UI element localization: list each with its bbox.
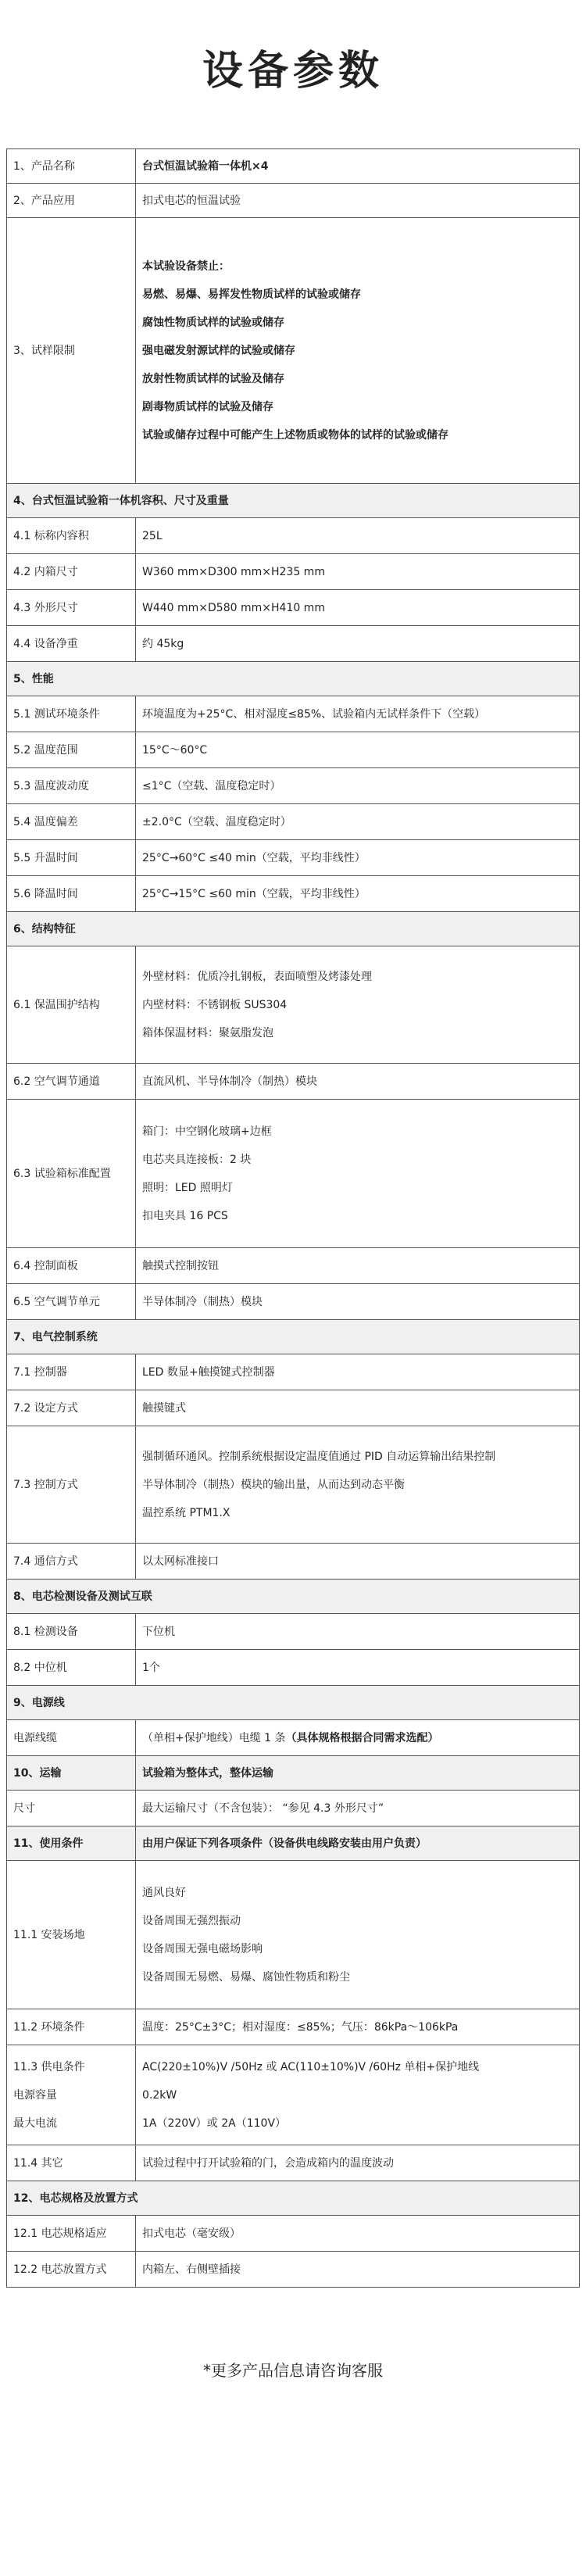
row-value bbox=[136, 946, 580, 1064]
section-row bbox=[7, 1686, 580, 1720]
section-row bbox=[7, 662, 580, 696]
table-row bbox=[7, 1390, 580, 1426]
footer-note: *更多产品信息请咨询客服 bbox=[203, 2361, 383, 2380]
table-row bbox=[7, 768, 580, 804]
row-value bbox=[136, 1791, 580, 1826]
row-value-text: 由用户保证下列各项条件（设备供电线路安装由用户负责） bbox=[142, 1837, 427, 1850]
row-label: 6.1 保温围护结构 bbox=[7, 946, 136, 1064]
row-value-line: 内壁材料：不锈钢板 SUS304 bbox=[142, 998, 288, 1011]
row-label-line: 最大电流 bbox=[13, 2116, 57, 2130]
row-value-text: 环境温度为+25°C、相对湿度≤85%、试验箱内无试样条件下（空载） bbox=[142, 707, 486, 721]
row-label: 9、电源线 bbox=[7, 1686, 580, 1720]
row-value bbox=[136, 1284, 580, 1320]
row-label: 6.4 控制面板 bbox=[7, 1248, 136, 1284]
row-value bbox=[136, 149, 580, 184]
row-value-text: 扣式电芯的恒温试验 bbox=[142, 194, 241, 207]
row-value-text: 最大运输尺寸（不含包装）： “参见 4.3 外形尺寸” bbox=[142, 1801, 384, 1815]
section-row bbox=[7, 1580, 580, 1614]
row-value bbox=[136, 1544, 580, 1580]
table-row bbox=[7, 876, 580, 912]
row-label: 5.1 测试环境条件 bbox=[7, 696, 136, 732]
row-value-line: 电芯夹具连接板：2 块 bbox=[142, 1153, 252, 1166]
row-value-text: 15°C～60°C bbox=[142, 743, 208, 757]
row-value-text: 台式恒温试验箱一体机×4 bbox=[142, 159, 269, 173]
row-value-line: 易燃、易爆、易挥发性物质试样的试验或储存 bbox=[142, 288, 361, 301]
row-value-text: 1个 bbox=[142, 1661, 160, 1674]
row-label: 4.4 设备净重 bbox=[7, 626, 136, 662]
row-value-text: 25°C→60°C ≤40 min（空载，平均非线性） bbox=[142, 851, 366, 864]
row-label: 8.2 中位机 bbox=[7, 1650, 136, 1686]
table-row bbox=[7, 804, 580, 840]
table-row bbox=[7, 1354, 580, 1390]
row-label-line: 电源容量 bbox=[13, 2088, 57, 2102]
table-row bbox=[7, 1720, 580, 1756]
row-label: 4.1 标称内容积 bbox=[7, 518, 136, 554]
row-value-text: ≤1°C（空载、温度稳定时） bbox=[142, 779, 281, 792]
table-row bbox=[7, 149, 580, 184]
table-row bbox=[7, 946, 580, 1064]
row-label: 5.5 升温时间 bbox=[7, 840, 136, 876]
row-label: 3、试样限制 bbox=[7, 218, 136, 484]
row-value-line: 外壁材料：优质冷扎钢板，表面喷塑及烤漆处理 bbox=[142, 970, 372, 983]
row-label: 8.1 检测设备 bbox=[7, 1614, 136, 1650]
table-row bbox=[7, 1284, 580, 1320]
row-value-text: W440 mm×D580 mm×H410 mm bbox=[142, 601, 325, 614]
table-row bbox=[7, 1791, 580, 1826]
row-label: 5.3 温度波动度 bbox=[7, 768, 136, 804]
row-value bbox=[136, 804, 580, 840]
row-value-line: 照明：LED 照明灯 bbox=[142, 1181, 233, 1194]
row-label: 5.2 温度范围 bbox=[7, 732, 136, 768]
row-value bbox=[136, 768, 580, 804]
row-value-text: 25°C→15°C ≤60 min（空载，平均非线性） bbox=[142, 887, 366, 900]
section-row bbox=[7, 2181, 580, 2216]
row-value-line: 设备周围无易燃、易爆、腐蚀性物质和粉尘 bbox=[142, 1970, 350, 1984]
spec-table bbox=[6, 148, 580, 2288]
row-label: 4.3 外形尺寸 bbox=[7, 590, 136, 626]
row-value-line: 1A（220V）或 2A（110V） bbox=[142, 2116, 287, 2130]
table-row bbox=[7, 590, 580, 626]
table-row bbox=[7, 696, 580, 732]
row-label: 7.4 通信方式 bbox=[7, 1544, 136, 1580]
table-row bbox=[7, 840, 580, 876]
row-value-text: 约 45kg bbox=[142, 637, 184, 650]
table-row bbox=[7, 1426, 580, 1544]
row-label: 4、台式恒温试验箱一体机容积、尺寸及重量 bbox=[7, 484, 580, 518]
row-value-text: W360 mm×D300 mm×H235 mm bbox=[142, 565, 325, 578]
row-value bbox=[136, 1354, 580, 1390]
row-label: 4.2 内箱尺寸 bbox=[7, 554, 136, 590]
row-value-note: （具体规格根据合同需求选配） bbox=[285, 1731, 439, 1744]
row-value-text: 触摸式控制按钮 bbox=[142, 1259, 219, 1272]
row-label: 电源线缆 bbox=[7, 1720, 136, 1756]
row-value bbox=[136, 626, 580, 662]
table-row bbox=[7, 184, 580, 218]
row-value bbox=[136, 1650, 580, 1686]
row-value-text: LED 数显+触摸键式控制器 bbox=[142, 1365, 275, 1379]
row-value bbox=[136, 184, 580, 218]
row-value-line: 腐蚀性物质试样的试验或储存 bbox=[142, 316, 284, 329]
section-row bbox=[7, 484, 580, 518]
row-label: 7.2 设定方式 bbox=[7, 1390, 136, 1426]
row-label: 12.1 电芯规格适应 bbox=[7, 2216, 136, 2252]
row-value bbox=[136, 218, 580, 484]
row-label: 7、电气控制系统 bbox=[7, 1320, 580, 1354]
table-row bbox=[7, 218, 580, 484]
row-label: 5.6 降温时间 bbox=[7, 876, 136, 912]
row-value-line: 试验或储存过程中可能产生上述物质或物体的试样的试验或储存 bbox=[142, 428, 448, 442]
row-value bbox=[136, 518, 580, 554]
row-value bbox=[136, 732, 580, 768]
row-value bbox=[136, 2216, 580, 2252]
row-label: 12、电芯规格及放置方式 bbox=[7, 2181, 580, 2216]
row-value bbox=[136, 1614, 580, 1650]
table-row bbox=[7, 518, 580, 554]
table-row bbox=[7, 1650, 580, 1686]
row-value-line: AC(220±10%)V /50Hz 或 AC(110±10%)V /60Hz 单相+保护地线 bbox=[142, 2060, 480, 2073]
table-row bbox=[7, 554, 580, 590]
row-value-line: 设备周围无强电磁场影响 bbox=[142, 1942, 263, 1955]
row-value-text: 下位机 bbox=[142, 1625, 175, 1638]
row-label: 10、运输 bbox=[7, 1756, 136, 1791]
row-value-text: 以太网标准接口 bbox=[142, 1555, 219, 1568]
row-value-line: 温控系统 PTM1.X bbox=[142, 1506, 230, 1519]
table-row bbox=[7, 2009, 580, 2045]
row-label: 2、产品应用 bbox=[7, 184, 136, 218]
row-label: 1、产品名称 bbox=[7, 149, 136, 184]
row-value-text: 25L bbox=[142, 529, 163, 542]
row-value bbox=[136, 1390, 580, 1426]
row-label: 7.1 控制器 bbox=[7, 1354, 136, 1390]
row-value-line: 强制循环通风。控制系统根据设定温度值通过 PID 自动运算输出结果控制 bbox=[142, 1450, 496, 1463]
table-row bbox=[7, 626, 580, 662]
row-value bbox=[136, 2252, 580, 2288]
row-value bbox=[136, 2145, 580, 2181]
row-value-text: 试验过程中打开试验箱的门，会造成箱内的温度波动 bbox=[142, 2156, 394, 2170]
table-row bbox=[7, 2216, 580, 2252]
row-label: 11.4 其它 bbox=[7, 2145, 136, 2181]
row-value bbox=[136, 1861, 580, 2009]
row-label: 11.2 环境条件 bbox=[7, 2009, 136, 2045]
row-value bbox=[136, 1756, 580, 1791]
row-value-line: 箱门：中空钢化玻璃+边框 bbox=[142, 1125, 272, 1138]
row-label: 6.5 空气调节单元 bbox=[7, 1284, 136, 1320]
table-row bbox=[7, 2045, 580, 2145]
row-value bbox=[136, 554, 580, 590]
row-value bbox=[136, 1248, 580, 1284]
table-row bbox=[7, 1861, 580, 2009]
row-value bbox=[136, 1826, 580, 1861]
row-value-line: 0.2kW bbox=[142, 2088, 177, 2102]
row-value bbox=[136, 840, 580, 876]
table-row bbox=[7, 1064, 580, 1100]
table-row bbox=[7, 1248, 580, 1284]
row-value bbox=[136, 1426, 580, 1544]
row-value-line: 半导体制冷（制热）模块的输出量，从而达到动态平衡 bbox=[142, 1478, 405, 1491]
table-row bbox=[7, 2252, 580, 2288]
row-value-text: ±2.0°C（空载、温度稳定时） bbox=[142, 815, 291, 828]
row-label: 7.3 控制方式 bbox=[7, 1426, 136, 1544]
row-value-line: 通风良好 bbox=[142, 1886, 186, 1899]
row-value bbox=[136, 2045, 580, 2145]
table-row bbox=[7, 1100, 580, 1248]
row-label: 5.4 温度偏差 bbox=[7, 804, 136, 840]
row-value-line: 剧毒物质试样的试验及储存 bbox=[142, 400, 273, 413]
row-value bbox=[136, 2009, 580, 2045]
row-value-text: 半导体制冷（制热）模块 bbox=[142, 1295, 263, 1308]
row-value-line: 强电磁发射源试样的试验或储存 bbox=[142, 344, 295, 357]
row-label: 11.1 安装场地 bbox=[7, 1861, 136, 2009]
row-label: 11、使用条件 bbox=[7, 1826, 136, 1861]
section-row bbox=[7, 912, 580, 946]
row-label: 6.3 试验箱标准配置 bbox=[7, 1100, 136, 1248]
row-value-line: 放射性物质试样的试验及储存 bbox=[142, 372, 284, 385]
row-label bbox=[7, 2045, 136, 2145]
row-value bbox=[136, 1100, 580, 1248]
section-row bbox=[7, 1756, 580, 1791]
row-value bbox=[136, 696, 580, 732]
row-label: 尺寸 bbox=[7, 1791, 136, 1826]
row-value-text: 内箱左、右侧壁插接 bbox=[142, 2263, 241, 2276]
row-value-text: 直流风机、半导体制冷（制热）模块 bbox=[142, 1075, 317, 1088]
table-row bbox=[7, 732, 580, 768]
row-value bbox=[136, 1064, 580, 1100]
row-value-text: 扣式电芯（毫安级） bbox=[142, 2227, 241, 2240]
row-value bbox=[136, 1720, 580, 1756]
row-label-line: 11.3 供电条件 bbox=[13, 2060, 85, 2073]
table-row bbox=[7, 1544, 580, 1580]
row-label: 8、电芯检测设备及测试互联 bbox=[7, 1580, 580, 1614]
row-value-line: 设备周围无强烈振动 bbox=[142, 1914, 241, 1927]
row-value-text: 试验箱为整体式，整体运输 bbox=[142, 1766, 273, 1780]
row-label: 5、性能 bbox=[7, 662, 580, 696]
table-row bbox=[7, 1614, 580, 1650]
row-label: 6、结构特征 bbox=[7, 912, 580, 946]
row-value bbox=[136, 590, 580, 626]
row-value-line: 本试验设备禁止： bbox=[142, 259, 230, 273]
row-value-text: （单相+保护地线）电缆 1 条 bbox=[142, 1731, 286, 1744]
row-label: 6.2 空气调节通道 bbox=[7, 1064, 136, 1100]
row-label: 12.2 电芯放置方式 bbox=[7, 2252, 136, 2288]
row-value-line: 扣电夹具 16 PCS bbox=[142, 1209, 228, 1222]
section-row bbox=[7, 1826, 580, 1861]
table-row bbox=[7, 2145, 580, 2181]
row-value-text: 温度：25°C±3°C；相对湿度：≤85%；气压：86kPa～106kPa bbox=[142, 2020, 459, 2034]
row-value-text: 触摸键式 bbox=[142, 1401, 186, 1415]
row-value bbox=[136, 876, 580, 912]
page-title: 设备参数 bbox=[202, 47, 384, 95]
row-value-line: 箱体保温材料：聚氨脂发泡 bbox=[142, 1026, 273, 1039]
section-row bbox=[7, 1320, 580, 1354]
